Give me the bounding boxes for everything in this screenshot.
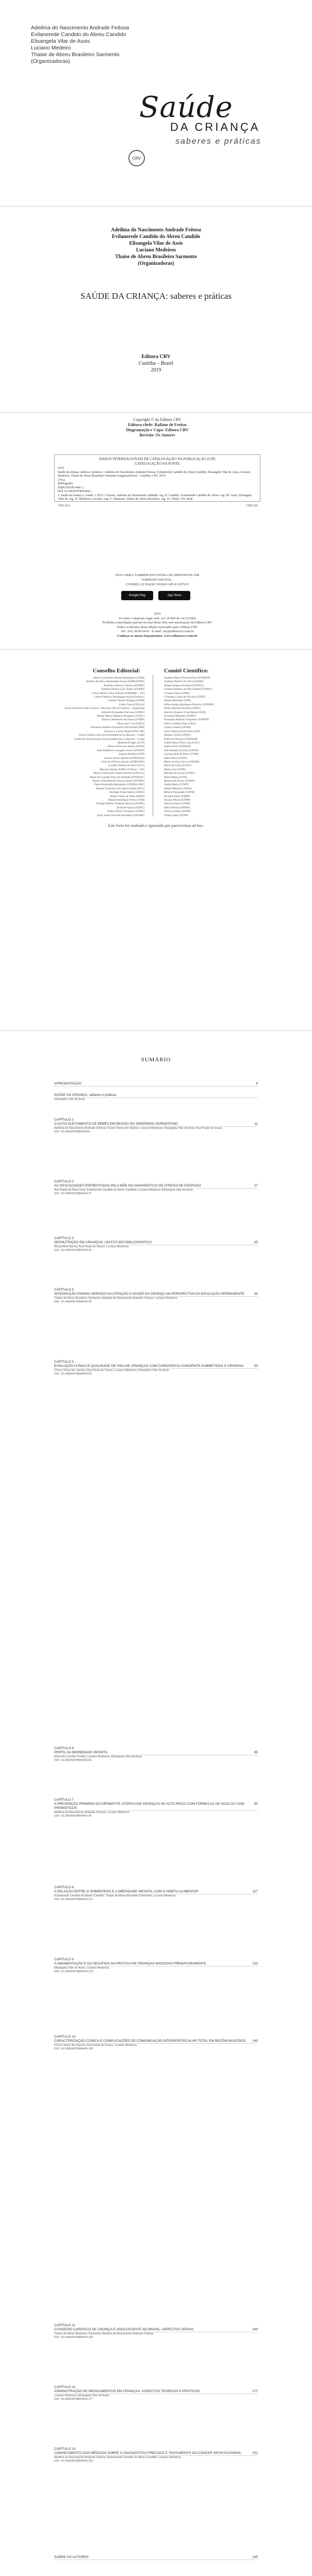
toc-title: SAÚDE DA CRIANÇA: saberes e práticas <box>54 1093 117 1097</box>
toc-authors: Cícero Vieira dos Santos; Ana Paula de Souza; Luciano Medeiros; Elisangela Vilar de Assis <box>54 1369 169 1372</box>
toc-chapter-label: CAPÍTULO 3 <box>54 1236 74 1240</box>
cip-line: DOI 10.24824/978854443... <box>58 490 93 493</box>
title-page-title: SAÚDE DA CRIANÇA: saberes e práticas <box>80 291 232 301</box>
council-member: Leonel Severo Rocha (UNISINOS) <box>104 756 144 760</box>
cip-line: Saúde da criança: saberes e práticas / Adeilma do Nascimento Andrade Feitosa, Evilanerede Candido do Abreu Candido, Elisangela Vilar de Assis, Luciano Medeiros, Thaise de Abreu Brasileiro Sarmento (organizadoras) – Curitiba: CRV, 2019. <box>58 470 251 478</box>
toc-entry[interactable] <box>54 1886 258 1902</box>
cip-cdd: CDD 610 <box>245 504 258 507</box>
council-member: Ricardo Alves (UEPB) <box>164 794 190 798</box>
toc-entry[interactable] <box>54 2324 258 2340</box>
council-member: Elnara Moreira Bonilla (UFBA) <box>164 707 201 710</box>
page-separator <box>0 649 312 650</box>
title-page-publisher-block <box>0 353 312 374</box>
toc-doi: DOI: 10.24824/978854443.45 <box>54 1300 92 1304</box>
toc-chapter-label: CAPÍTULO 13 <box>54 2447 76 2451</box>
logo-text: CRV <box>132 156 141 161</box>
toc-authors: Adeilma do Nascimento Andrade Feitosa; Luciano Medeiros <box>54 1811 130 1814</box>
toc-page-number: 245 <box>252 2555 258 2559</box>
toc-title: PERFIL DA MORBIDADE INFANTIL <box>54 1751 108 1754</box>
council-member: Mônica de Barros (UFRN) <box>164 779 195 783</box>
council-member: Gladys Lemos (UFSM) <box>164 726 191 730</box>
legal-line: Foi feito o depósito legal conf. Lei 10.994 de 14/12/2004 <box>119 616 196 620</box>
council-member: Hilda de Oliveira (UNIFESP) <box>164 737 198 741</box>
cip-line: Bibliografia <box>58 482 73 485</box>
title-page-authors <box>0 227 312 267</box>
council-member: Rafael Menezes (UFAL) <box>164 787 192 790</box>
council-member: Paulo Romualdo Hernandes (UNIFAL-MG) <box>94 783 144 787</box>
publisher-year: 2019 <box>151 367 161 373</box>
title-page-author: Thaise de Abreu Brasileiro Sarmento <box>115 254 197 260</box>
title-page-author: (Organizadoras) <box>138 261 174 266</box>
toc-authors: Elisangela Vilar de Assis <box>54 1098 85 1101</box>
cover-page <box>0 0 312 206</box>
council-member: Marta Maria (UFPI) <box>164 775 187 779</box>
legal-line: 2019 <box>154 612 161 616</box>
toc-page-number: 27 <box>254 1184 258 1188</box>
scientific-committee-list <box>164 676 254 818</box>
toc-doi: DOI: 10.24824/978854443.177 <box>54 2398 93 2401</box>
toc-title: A RELAÇÃO ENTRE O SOBREPESO E A OBESIDADE INFANTIL COM O HÁBITO ALIMENTAR <box>54 1890 199 1893</box>
editorial-council-heading: Conselho Editorial: <box>93 668 140 674</box>
page-separator <box>0 412 312 413</box>
toc-entry[interactable] <box>54 1180 258 1196</box>
council-member: Maria José (UFPE) <box>164 768 186 771</box>
council-member: Maria Cecília Garcia (UNESP) <box>164 760 200 764</box>
council-member: Cristiane Dias (UFPA) <box>164 691 190 695</box>
council-member: Marcelo Paixão (UFRJ e UTexas – US) <box>100 768 144 771</box>
council-member: Ângela Regina Kirchner (UFRGS) <box>164 684 204 687</box>
toc-page-number: 11 <box>254 1122 258 1126</box>
cover-organizer: Thaise de Abreu Brasileiro Sarmento <box>31 52 120 58</box>
council-member: Carlos Federico Dominguez Avila (Unieuro) <box>94 696 144 699</box>
council-member: Denise Machado (UPE) <box>164 699 191 703</box>
publisher-name: Editora CRV <box>141 354 171 360</box>
council-member: Helmuth Krüger (UCP) <box>118 741 144 744</box>
toc-title: O AUTO-ALEITAMENTO DE BEBÊS EM REGIÃO DO SEMIÁRIDO NORDESTINO <box>54 1122 178 1126</box>
council-member: Maria Lília Imbiriba Sousa Colares (UFOPA) <box>92 779 144 783</box>
toc-page-number: 35 <box>254 1241 258 1244</box>
toc-doi: DOI: 10.24824/978854443.133 <box>54 1970 93 1974</box>
publisher-city: Curitiba – Brasil <box>139 361 173 366</box>
page-separator <box>0 1030 312 1031</box>
council-member: Eduardo Fernandes Barbosa (UFMG) <box>102 710 144 714</box>
legal-line: Tel.: (41) 3039-6418 – E-mail: sac@editoracrv.com.br <box>121 630 194 633</box>
cover-subtitle: saberes e práticas <box>175 137 261 146</box>
toc-page-number <box>256 1093 258 1097</box>
copyright-layout: Diagramação e Capa: Editora CRV <box>126 428 189 432</box>
cover-organizer: Evilanerede Candido do Abreu Candido <box>31 31 126 38</box>
editorial-council-list <box>54 676 144 818</box>
toc-authors: Thaise de Abreu Brasileiro Sarmento; Adeilma do Nascimento Andrade Feitosa <box>54 2332 154 2335</box>
toc-page-number: 45 <box>254 1292 258 1296</box>
toc-title: A AMAMENTAÇÃO E OS DESAFIOS NA PRÁTICA EM CRIANÇAS NASCIDAS PREMATURAMENTE <box>54 1962 206 1965</box>
title-page-author: Elisangela Vilar de Assis <box>129 241 183 246</box>
cover-title-line2: DA CRIANÇA <box>170 121 260 133</box>
cip-line: 276 p. <box>58 478 65 482</box>
council-member: Fernanda Martinez (UFMT) <box>164 715 196 718</box>
toc-doi: DOI: 10.24824/978854443.117 <box>54 1898 93 1902</box>
toc-page-number: 9 <box>256 1082 258 1086</box>
toc-authors: Elisangela Vilar de Assis; Luciano Medeiros <box>54 1967 109 1970</box>
council-member: Elizeu Clementino de Souza (UNEB) <box>102 718 144 722</box>
toc-title: ADMINISTRAÇÃO DE MEDICAMENTOS EM CRIANÇAS: ASPECTOS TEÓRICOS E PRÁTICOS <box>54 2389 200 2393</box>
copyright-line: Copyright © da Editora CRV <box>133 417 182 422</box>
toc-chapter-label: CAPÍTULO 9 <box>54 1958 74 1961</box>
toc-entry[interactable] <box>54 1360 258 1376</box>
council-member: Janete Alves (UNIFAP) <box>164 745 191 749</box>
toc-entry[interactable] <box>54 2035 258 2051</box>
council-member: Rodrigo Pratte-Santos (UFES) <box>109 791 144 794</box>
toc-doi: DOI: 10.24824/978854443.35 <box>54 1249 92 1252</box>
council-member: Cristiano Cunha de Oliveira (UNIT) <box>164 696 206 699</box>
toc-title: CONHECIMENTO DOS MÉDICOS SOBRE O DIAGNÓSTICO PRECOCE E TRATAMENTO DO CÂNCER INFANTOJUVENIL <box>54 2451 241 2455</box>
toc-authors: Cícero Vieira dos Santos; Ana Paula de Souza; Luciano Medeiros <box>54 2044 137 2047</box>
council-member: Lourdes Helena da Silva (UFV) <box>108 764 144 768</box>
council-member: Renato Francisco dos Santos Paula (UFG) <box>96 787 144 790</box>
council-member: Guillermo Arias Beatón (Universidade de La Havana – Cuba) <box>74 737 144 741</box>
council-member: Cesar Gerónimo Tello (Univer .Nacional Três de Febrero – Argentina) <box>64 707 144 710</box>
council-member: Élsio José Corá (UFFS) <box>117 722 144 725</box>
toc-authors: Maria de Lourdes Freitas; Luciano Medeiros; Elisangela Vilar de Assis <box>54 1755 142 1758</box>
toc-entry[interactable] <box>54 1747 258 1762</box>
council-member: Luciana Dias de Brito (UFPB) <box>164 753 199 756</box>
council-member: João Adalberto Campato Junior (UNESP) <box>97 749 144 752</box>
cip-subjects: 1. Saúde da criança 2. Saúde 3. SUS I. Feitosa, Adeilma do Nascimento Andrade. org. II. Candido, Evilanerede Candido do Abreu. org. III. Assis, Elisangela Vilar de. org. IV. Medeiros, Luciano. org. V. Sarmento, Thaise de Abreu Brasileiro. org. VI. Título. VII. Série. <box>58 494 252 501</box>
council-member: Solange Helena Ximenes-Rocha (UFOPA) <box>95 802 144 806</box>
toc-page-number: 177 <box>252 2389 258 2393</box>
app-notice: CONHEÇA E BAIXE NOSSO APLICATIVO! <box>125 583 189 586</box>
council-member: Gloria Fariñas León (Universidade de La Havana – Cuba) <box>78 734 144 737</box>
legal-line: Proibida a reprodução parcial ou total desta obra sem autorização da Editora CRV <box>102 621 212 624</box>
toc-entry[interactable] <box>54 1082 258 1087</box>
toc-title: CARACTERIZAÇÃO CLÍNICA E COMPLICAÇÕES DE COMUNICAÇÃO INTERVENTRICULAR TOTAL EM RECÉM-NASCIDOS <box>54 2039 246 2043</box>
council-footer: Este livro foi avaliado e aprovado por pareceristas ad hoc. <box>108 823 204 828</box>
toc-title: DESNUTRIÇÃO EM CRIANÇAS: UM ESTUDO BIBLIOGRÁFICO <box>54 1241 152 1244</box>
cip-line: ISBN 978-85-444-3... <box>58 486 85 489</box>
toc-authors: Ana Paula da Silva Lima; Evilanerede Candido do Abreu Candido; Luciano Medeiros; Elisangela Vilar de Assis <box>54 1189 193 1192</box>
council-member: Carmen Tereza Velanga (UNIR) <box>108 699 144 703</box>
toc-title: SOBRE OS AUTORES <box>54 2555 89 2559</box>
council-member: Rosana Moura (UFPB) <box>164 799 191 802</box>
cover-organizer: (Organizadoras) <box>31 58 70 64</box>
toc-page-number: 169 <box>252 2328 258 2331</box>
toc-title: AS DIFICULDADES ENFRENTADAS PELA MÃE NO DIAGNÓSTICO DE ATRESIA DE ESÔFAGO <box>54 1184 201 1188</box>
council-member: Simone Rodrigues Pinto (UNB) <box>108 799 144 802</box>
council-member: Lídia de Oliveira Xavier (UNIEURO) <box>101 760 144 764</box>
council-member: Francisco Carlos Duarte (PUC-PR) <box>104 730 144 733</box>
toc-page-number: 53 <box>254 1364 258 1368</box>
council-member: Maria Cristina dos Santos Bezerra (UFSCar) <box>93 772 144 775</box>
council-member: Maria da Graça (UFSC) <box>164 764 191 768</box>
council-member: Antônio Pereira Gaio Júnior (UFRRJ) <box>101 688 144 691</box>
toc-authors: Maria Aline Barros; Ana Paula de Souza; Luciano Medeiros <box>54 1245 129 1248</box>
toc-doi: DOI: 10.24824/978854443.85 <box>54 1759 92 1762</box>
toc-doi: DOI: 10.24824/978854443.201 <box>54 2460 93 2463</box>
council-member: Flávio Caldeira Dias (UFU) <box>164 722 196 725</box>
council-member: Anselmo Alencar Colares (UFOPA) <box>103 684 144 687</box>
council-member: Maria Alice (UFPE) <box>164 756 187 760</box>
council-member: Celso Conti (UFSCar) <box>119 703 144 706</box>
council-member: Rebeca Fernandes (UFPB) <box>164 791 194 794</box>
council-member: Cláudio Roberto da Silva Rudolf (UFMT) <box>164 688 212 691</box>
council-member: José Antonio da Silva (UEPA) <box>164 749 199 752</box>
cip-line: S255 <box>58 467 64 470</box>
council-member: Sônia Pereira (UFMA) <box>164 806 190 809</box>
council-member: Helena Corrêa (UFMT) <box>164 734 191 737</box>
council-member: Sydione Santos (UEPG) <box>117 806 144 809</box>
digital-notice-2: FORMATO DIGITAL. <box>141 578 173 582</box>
toc-page-number: 95 <box>254 1802 258 1806</box>
copyright-editor: Editora-chefe: Railane de Freitas <box>128 422 187 427</box>
council-member: Tadeu Oliver Gonçalves (UFPA) <box>107 810 144 814</box>
council-member: Fabricio Romero Cruz Maciel (USP) <box>164 710 206 714</box>
council-member: Carlos Alberto Vilar Estêvão (UMINHO – PT) <box>91 691 144 695</box>
council-member: Fernando Antônio Gonçalves (UNESP) <box>164 718 209 722</box>
copyright-review: Revisão: Os Autores <box>139 433 175 437</box>
toc-doi: DOI: 10.24824/978854443.27 <box>54 1192 92 1196</box>
council-member: Fernando Antônio Gonçalves Alcoforado (IPB) <box>90 726 144 730</box>
toc-authors: Evilanerede Candido do Abreu Candido; Thaise de Abreu Brasileiro Sarmento; Luciano Medeiros <box>54 1894 176 1897</box>
council-member: Aldira Guimarães Duarte Domínguez (UNB) <box>93 676 144 680</box>
toc-authors: Adeilma do Nascimento Andrade Feitosa; Cícero Vieira dos Santos; Luciano Medeiros; Elisangela Vilar de Assis; Ana Paula de Souza <box>54 1127 222 1130</box>
council-member: Mariana de Souza (UFMT) <box>164 772 195 775</box>
toc-authors: Adeilma do Nascimento Andrade Feitosa; Evilanerede Candido do Abreu Candido; Luciano Medeiros <box>54 2456 181 2459</box>
toc-authors: Luciano Medeiros; Elisangela Vilar de Assis <box>54 2394 109 2397</box>
toc-page-number: 85 <box>254 1751 258 1754</box>
legal-line: Conheça os nossos lançamentos: www.editoracrv.com.br <box>117 634 198 638</box>
toc-page-number: 133 <box>252 1962 258 1965</box>
cover-organizer: Adeilma do Nascimento Andrade Feitosa <box>31 25 129 31</box>
cip-cdu: CDU 614 <box>58 504 70 507</box>
toc-page-number: 145 <box>252 2039 258 2043</box>
scientific-committee-heading: Comitê Científico: <box>164 668 209 674</box>
toc-doi: DOI: 10.24824/978854443.53 <box>54 1372 92 1376</box>
google-play-badge[interactable]: Google Play <box>121 591 153 600</box>
council-member: Tereza Cristina (UFPA) <box>164 810 191 814</box>
toc-doi: DOI: 10.24824/978854443.145 <box>54 2047 93 2051</box>
toc-entry[interactable] <box>54 1288 258 1304</box>
toc-entry[interactable] <box>54 2385 258 2401</box>
toc-entry[interactable] <box>54 1958 258 1974</box>
toc-chapter-label: CAPÍTULO 10 <box>54 2035 76 2039</box>
toc-entry[interactable] <box>54 2555 258 2560</box>
council-member: Sérgio Nunes de Jesus (IFRO) <box>110 794 144 798</box>
council-member: Nadia Maria (UFMT) <box>164 783 189 787</box>
toc-chapter-label: CAPÍTULO 12 <box>54 2385 76 2389</box>
toc-chapter-label: CAPÍTULO 5 <box>54 1360 74 1364</box>
toc-title: INTEGRAÇÃO ENSINO-SERVIÇO NA ATENÇÃO À SAÚDE DA CRIANÇA NA PERSPECTIVA DA EDUCAÇÃO PERMANENTE <box>54 1292 244 1296</box>
toc-chapter-label: CAPÍTULO 6 <box>54 1747 74 1750</box>
toc-title: APRESENTAÇÃO <box>54 1082 81 1086</box>
toc-page-number: 201 <box>252 2451 258 2455</box>
cover-organizer: Elisangela Vilar de Assis <box>31 38 90 44</box>
council-member: Sabrina Santos (UFRJ) <box>164 802 190 806</box>
council-member: Andréia Moreira da Silva (UFMA) <box>164 680 204 684</box>
publisher-logo-icon <box>128 149 145 167</box>
toc-chapter-label: CAPÍTULO 8 <box>54 1886 74 1889</box>
toc-chapter-label: CAPÍTULO 11 <box>54 2324 76 2327</box>
app-store-badge[interactable]: App Store <box>158 591 190 600</box>
legal-notice <box>54 612 260 638</box>
council-member: Maria de Lourdes Pinto de Almeida (UNOESC) <box>90 775 144 779</box>
council-member: Josania Portela (UFPI) <box>118 753 144 756</box>
council-member: Glória Maria de Oliveira (USP) <box>164 730 200 733</box>
toc-doi: DOI: 10.24824/978854443.8 <box>54 1130 90 1134</box>
toc-title: O ASSEDIO CARDÍACO DE CRIANÇA E ADOLESCENTE NO BRASIL: ASPECTOS GERAIS <box>54 2328 194 2331</box>
council-member: Vânia Lopes (UFPB) <box>164 814 188 817</box>
council-member: Edina Araújo Rodrigues Oliveira (UNIFAP) <box>164 703 215 706</box>
cover-organizers <box>31 25 129 65</box>
toc-authors: Thaise de Abreu Brasileiro Sarmento; Adeilma do Nascimento Andrade Feitosa; Luciano Medeiros <box>54 1297 177 1300</box>
toc-chapter-label: CAPÍTULO 2 <box>54 1180 74 1183</box>
council-member: Tania Suely Azevedo Brasileiro (UFOPA) <box>96 814 144 817</box>
cip-heading-2: CATALOGAÇÃO NA FONTE <box>135 462 180 466</box>
toc-entry[interactable] <box>54 1236 258 1252</box>
toc-page-number: 117 <box>252 1890 258 1893</box>
title-page-author: Adeilma do Nascimento Andrade Feitosa <box>111 227 201 233</box>
council-member: Andréia Maria Ferreira Paiva (UNIFAP) <box>164 676 210 680</box>
toc-title: EVOLUÇÃO CLÍNICA E QUALIDADE DE VIDA DE CRIANÇAS COM CARDIOPATIA CONGÊNITA SUBMETIDAS À CIRURGIA <box>54 1364 244 1368</box>
legal-line: Todos os direitos desta edição reservados pela: Editora CRV <box>117 625 198 629</box>
toc-doi: DOI: 10.24824/978854443.169 <box>54 2336 93 2340</box>
council-member: Andréia da Silva Quintanilha Sousa (UNIR/UFRN) <box>86 680 144 684</box>
council-member: Jailson Alves dos Santos (UFRJ) <box>107 745 144 749</box>
toc-entry[interactable] <box>54 1798 258 1818</box>
cip-heading: DADOS INTERNACIONAIS DE CATALOGAÇÃO NA PUBLICAÇÃO (CIP) <box>99 457 216 461</box>
toc-entry[interactable] <box>54 1118 258 1134</box>
toc-chapter-label: CAPÍTULO 7 <box>54 1798 74 1802</box>
digital-notice: ESTA OBRA TAMBÉM ENCONTRA-SE DISPONÍVEL EM <box>115 573 199 577</box>
cover-organizer: Luciano Medeiro <box>31 45 71 51</box>
council-member: Ivalda Maria Pinto Lara (UFU) <box>164 741 200 744</box>
toc-chapter-label: CAPÍTULO 1 <box>54 1118 74 1122</box>
council-member: Elione Maria Nogueira Diogenes (UFAL) <box>97 715 144 718</box>
toc-title: A PREVENÇÃO PRIMÁRIA DA DERMATITE ATÓPICA EM CRIANÇAS DE ALTO RISCO COM FÓRMULAS DE SOJA OU COM PREBIÓTICOS <box>54 1802 244 1810</box>
cover-title: Saúde <box>139 91 233 124</box>
toc-chapter-label: CAPÍTULO 4 <box>54 1288 74 1292</box>
toc-entry[interactable] <box>54 1093 258 1101</box>
cip-entry <box>58 467 257 502</box>
title-page-author: Evilanerede Candido do Abreu Candido <box>111 234 201 240</box>
toc-doi: DOI: 10.24824/978854443.95 <box>54 1815 92 1818</box>
toc-entry[interactable] <box>54 2447 258 2463</box>
title-page-author: Luciano Medeiros <box>136 247 176 253</box>
summary-title: SUMÁRIO <box>141 1057 171 1063</box>
